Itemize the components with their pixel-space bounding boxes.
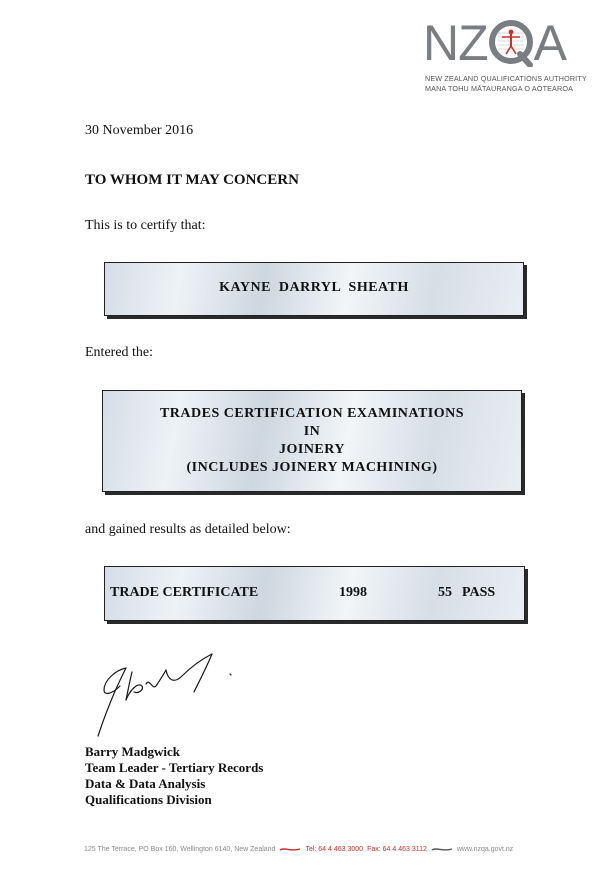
certify-intro: This is to certify that: xyxy=(85,218,206,233)
signatory-unit: Data & Data Analysis xyxy=(85,776,206,791)
footer-web[interactable]: www.nzqa.govt.nz xyxy=(456,846,514,853)
logo-letter-a: A xyxy=(533,15,567,71)
footer-wave-icon xyxy=(279,847,301,852)
result-year: 1998 xyxy=(339,585,367,600)
letterhead-footer xyxy=(84,846,513,853)
exam-line-3: JOINERY xyxy=(278,442,345,457)
footer-fax: Fax: 64 4 463 3112 xyxy=(367,846,427,853)
handwritten-signature xyxy=(90,650,250,740)
signatory-name: Barry Madgwick xyxy=(85,744,180,759)
footer-wave-icon xyxy=(431,847,453,852)
result-status: PASS xyxy=(462,585,496,600)
letter-date: 30 November 2016 xyxy=(85,123,194,138)
signatory-division: Qualifications Division xyxy=(85,792,212,807)
results-intro: and gained results as detailed below: xyxy=(85,522,291,537)
result-certificate: TRADE CERTIFICATE xyxy=(110,585,259,600)
candidate-name-box xyxy=(104,262,524,316)
result-mark: 55 xyxy=(438,585,452,600)
logo-authority-line: NEW ZEALAND QUALIFICATIONS AUTHORITY xyxy=(425,74,587,83)
exam-box xyxy=(102,390,522,492)
footer-tel: Tel: 64 4 463 3000 xyxy=(305,846,364,853)
logo-letters-nz: NZ xyxy=(423,15,488,71)
salutation: TO WHOM IT MAY CONCERN xyxy=(85,172,299,188)
exam-line-1: TRADES CERTIFICATION EXAMINATIONS xyxy=(159,406,465,421)
footer-address: 125 The Terrace, PO Box 160, Wellington 6140, New Zealand xyxy=(84,846,276,853)
nzqa-logo xyxy=(423,15,567,71)
signatory-title: Team Leader - Tertiary Records xyxy=(85,760,264,775)
logo-maori-line: MANA TOHU MĀTAURANGA O AOTEAROA xyxy=(425,84,574,93)
logo-q-figure-icon xyxy=(489,19,533,67)
exam-line-4: (INCLUDES JOINERY MACHINING) xyxy=(186,460,438,475)
entered-label: Entered the: xyxy=(85,345,154,360)
candidate-name: KAYNE DARRYL SHEATH xyxy=(219,280,409,295)
exam-line-2: IN xyxy=(303,424,321,439)
result-box xyxy=(104,566,525,621)
